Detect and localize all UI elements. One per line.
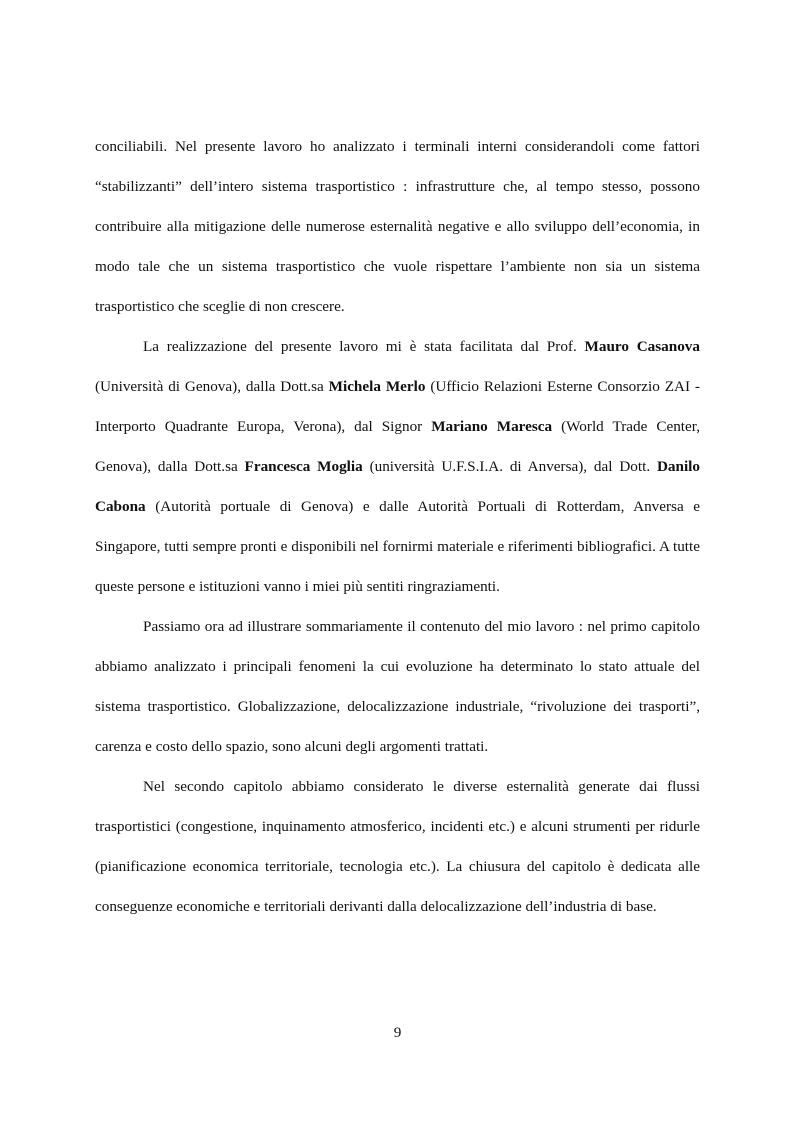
ack-text-3: (Ufficio Relazioni Esterne Consorzio ZAI - Interporto Quadrante Europa, Verona), dal Signor bbox=[95, 378, 700, 435]
paragraph-second-chapter: Nel secondo capitolo abbiamo considerato le diverse esternalità generate dai flussi trasportistici (congestione, inquinamento atmosferico, incidenti etc.) e alcuni strumenti per ridurle (pianificazione economica territoriale, tecnologia etc.). La chiusura del capitolo è dedicata alle conseguenze economiche e territoriali derivanti dalla delocalizzazione dell’industria di base. bbox=[95, 778, 700, 915]
name-mariano-maresca: Mariano Maresca bbox=[431, 418, 553, 435]
name-mauro-casanova: Mauro Casanova bbox=[584, 338, 700, 355]
ack-text-1: La realizzazione del presente lavoro mi è stata facilitata dal Prof. bbox=[143, 338, 585, 355]
ack-text-5: (università U.F.S.I.A. di Anversa), dal Dott. bbox=[362, 458, 657, 475]
paragraph-acknowledgements bbox=[95, 327, 700, 607]
name-danilo-cabona: Danilo Cabona bbox=[95, 458, 700, 515]
paragraph-first-chapter: Passiamo ora ad illustrare sommariamente il contenuto del mio lavoro : nel primo capitolo abbiamo analizzato i principali fenomeni la cui evoluzione ha determinato lo stato attuale del sistema trasportistico. Globalizzazione, delocalizzazione industriale, “rivoluzione dei trasporti”, carenza e costo dello spazio, sono alcuni degli argomenti trattati. bbox=[95, 618, 700, 755]
ack-text-6: (Autorità portuale di Genova) e dalle Autorità Portuali di Rotterdam, Anversa e Singapore, tutti sempre pronti e disponibili nel fornirmi materiale e riferimenti bibliografici. A tutte queste persone e istituzioni vanno i miei più sentiti ringraziamenti. bbox=[95, 498, 700, 595]
name-francesca-moglia: Francesca Moglia bbox=[244, 458, 363, 475]
paragraph-conclusion: conciliabili. Nel presente lavoro ho analizzato i terminali interni considerandoli come fattori “stabilizzanti” dell’intero sistema trasportistico : infrastrutture che, al tempo stesso, possono contribuire alla mitigazione delle numerose esternalità negative e allo sviluppo dell’economia, in modo tale che un sistema trasportistico che vuole rispettare l’ambiente non sia un sistema trasportistico che sceglie di non crescere. bbox=[95, 138, 700, 315]
name-michela-merlo: Michela Merlo bbox=[328, 378, 426, 395]
page-number: 9 bbox=[393, 1024, 402, 1041]
body-text bbox=[95, 127, 700, 927]
ack-text-4: (World Trade Center, Genova), dalla Dott.sa bbox=[95, 418, 701, 475]
ack-text-2: (Università di Genova), dalla Dott.sa bbox=[95, 378, 329, 395]
